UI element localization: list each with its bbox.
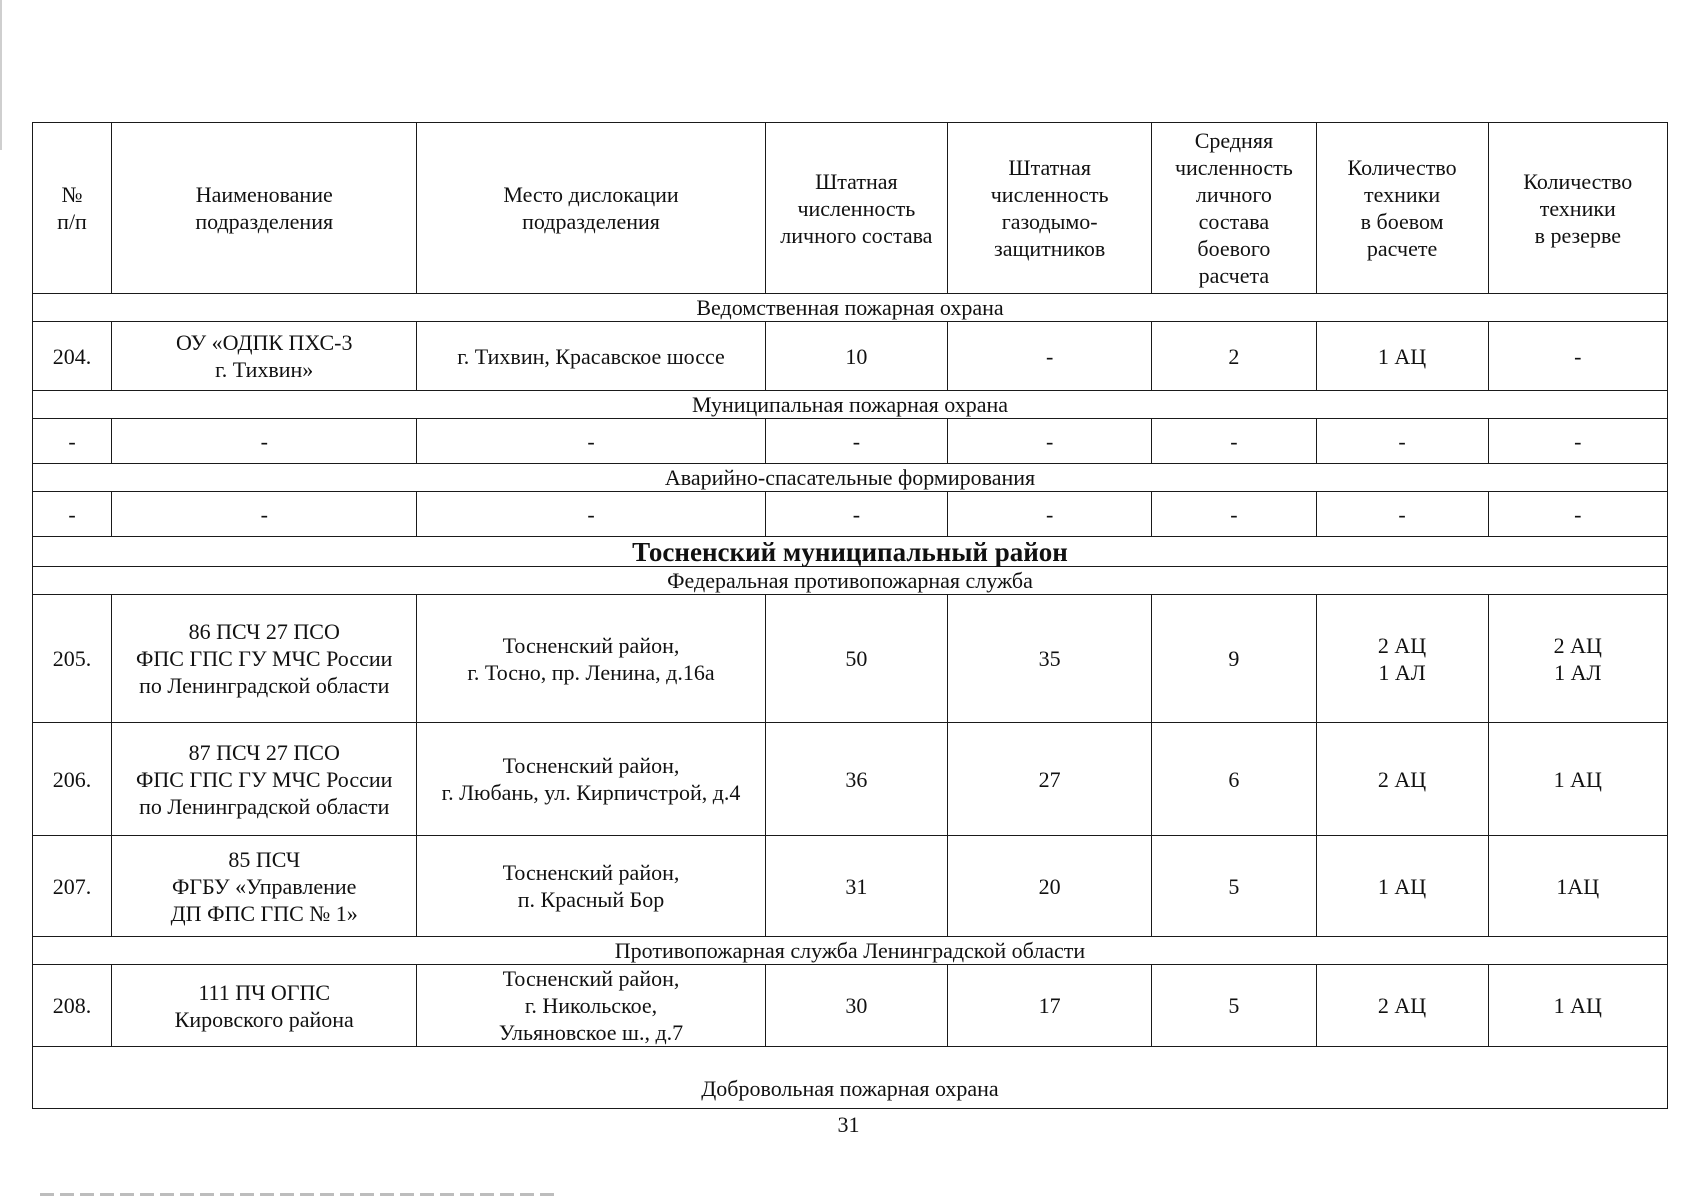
cell-line: ФГБУ «Управление — [172, 873, 357, 899]
cell-avg — [1152, 419, 1316, 464]
cell-reserve — [1488, 595, 1667, 723]
scan-bottom-mark — [40, 1193, 560, 1196]
cell-line: 2 — [1228, 343, 1240, 369]
section-row — [33, 391, 1668, 419]
cell-num — [33, 965, 112, 1047]
cell-combat — [1316, 965, 1488, 1047]
table-row — [33, 836, 1668, 937]
cell-line: защитников — [994, 236, 1106, 261]
cell-line: - — [852, 501, 861, 527]
cell-line: 205. — [52, 646, 92, 671]
cell-line: Количество — [1523, 168, 1633, 194]
header-location — [417, 123, 765, 294]
cell-line: - — [1046, 501, 1054, 527]
cell-location — [417, 723, 765, 836]
cell-line: Штатная — [815, 168, 898, 194]
cell-line: боевого — [1197, 236, 1271, 261]
units-table — [32, 122, 1668, 1109]
header-combat — [1316, 123, 1488, 294]
cell-line: 17 — [1038, 993, 1061, 1018]
cell-line: - — [852, 428, 861, 454]
cell-name — [112, 322, 417, 391]
section-row — [33, 937, 1668, 965]
cell-line: 86 ПСЧ 27 ПСО — [188, 619, 340, 644]
cell-line: 5 — [1228, 993, 1240, 1018]
cell-gas — [948, 322, 1152, 391]
cell-line: 36 — [845, 766, 868, 792]
cell-line: 1 АЦ — [1553, 993, 1602, 1018]
cell-combat — [1316, 723, 1488, 836]
cell-line: 5 — [1228, 873, 1240, 899]
section-row — [33, 294, 1668, 322]
cell-line: - — [1230, 501, 1238, 527]
section-municipal: Муниципальная пожарная охрана — [33, 391, 1668, 419]
cell-avg — [1152, 965, 1316, 1047]
table-header-row — [33, 123, 1668, 294]
cell-line: 206. — [52, 766, 92, 792]
cell-line: 1 АЦ — [1553, 766, 1602, 792]
cell-line: - — [1398, 428, 1406, 454]
cell-line: 10 — [845, 343, 868, 369]
cell-line: в боевом — [1360, 209, 1444, 234]
cell-line: численность — [990, 182, 1109, 207]
cell-location — [417, 965, 765, 1047]
cell-reserve — [1488, 492, 1667, 537]
cell-line: - — [1046, 428, 1054, 454]
cell-reserve — [1488, 965, 1667, 1047]
cell-reserve — [1488, 419, 1667, 464]
cell-line: 207. — [52, 873, 92, 899]
cell-line: Количество — [1347, 155, 1457, 180]
cell-line: - — [260, 501, 268, 527]
cell-line: 1 АЛ — [1378, 659, 1426, 685]
cell-name — [112, 836, 417, 937]
cell-staff — [765, 419, 948, 464]
cell-gas — [948, 965, 1152, 1047]
cell-line: - — [1574, 343, 1582, 369]
cell-line: п. Красный Бор — [517, 887, 665, 912]
cell-line: состава — [1198, 209, 1270, 234]
cell-location — [417, 836, 765, 937]
cell-line: 30 — [845, 993, 868, 1018]
cell-line: 31 — [845, 873, 868, 899]
cell-location — [417, 419, 765, 464]
cell-line: 27 — [1038, 766, 1061, 792]
cell-line: п/п — [57, 209, 87, 234]
section-departmental: Ведомственная пожарная охрана — [33, 294, 1668, 322]
cell-reserve — [1488, 723, 1667, 836]
cell-line: численность — [797, 195, 916, 221]
table-row — [33, 492, 1668, 537]
cell-line: 2 АЦ — [1377, 993, 1427, 1018]
cell-staff — [765, 723, 948, 836]
cell-avg — [1152, 595, 1316, 723]
cell-line: 2 АЦ — [1377, 766, 1427, 792]
table-row — [33, 322, 1668, 391]
cell-staff — [765, 492, 948, 537]
cell-staff — [765, 836, 948, 937]
cell-line: 50 — [845, 646, 868, 671]
district-row — [33, 537, 1668, 567]
cell-line: по Ленинградской области — [139, 793, 390, 819]
cell-line: личного состава — [780, 222, 933, 248]
cell-gas — [948, 595, 1152, 723]
cell-line: - — [68, 501, 76, 527]
cell-line: Тосненский район, — [502, 966, 680, 991]
cell-avg — [1152, 836, 1316, 937]
cell-line: 1 АЦ — [1377, 343, 1427, 369]
cell-num — [33, 836, 112, 937]
cell-line: Тосненский район, — [502, 753, 680, 778]
cell-line: Средняя — [1194, 128, 1274, 153]
cell-line: - — [1398, 501, 1406, 527]
cell-line: Кировского района — [174, 1006, 354, 1032]
cell-avg — [1152, 492, 1316, 537]
cell-name — [112, 723, 417, 836]
cell-line: 208. — [52, 993, 92, 1018]
cell-line: подразделения — [195, 209, 334, 234]
cell-combat — [1316, 492, 1488, 537]
cell-num — [33, 595, 112, 723]
cell-line: ФПС ГПС ГУ МЧС России — [136, 766, 393, 792]
cell-line: - — [1230, 428, 1238, 454]
table-row — [33, 965, 1668, 1047]
cell-location — [417, 595, 765, 723]
cell-gas — [948, 836, 1152, 937]
cell-line: техники — [1364, 182, 1441, 207]
cell-line: 1 АЛ — [1554, 659, 1602, 685]
section-rescue: Аварийно-спасательные формирования — [33, 464, 1668, 492]
cell-line: 111 ПЧ ОГПС — [198, 979, 331, 1005]
cell-combat — [1316, 836, 1488, 937]
section-row — [33, 567, 1668, 595]
section-row — [33, 464, 1668, 492]
section-regional: Противопожарная служба Ленинградской области — [33, 937, 1668, 965]
cell-gas — [948, 419, 1152, 464]
header-num — [33, 123, 112, 294]
cell-line: - — [68, 428, 76, 454]
cell-name — [112, 492, 417, 537]
cell-staff — [765, 322, 948, 391]
district-title: Тосненский муниципальный район — [33, 537, 1668, 567]
cell-staff — [765, 965, 948, 1047]
table-row — [33, 419, 1668, 464]
cell-line: Тосненский район, — [502, 632, 680, 658]
table-row — [33, 595, 1668, 723]
cell-line: 85 ПСЧ — [228, 846, 301, 872]
cell-line: в резерве — [1534, 222, 1621, 248]
cell-line: № — [61, 182, 83, 207]
header-gas — [948, 123, 1152, 294]
cell-line: - — [260, 428, 268, 454]
cell-staff — [765, 595, 948, 723]
cell-reserve — [1488, 836, 1667, 937]
cell-line: по Ленинградской области — [139, 673, 390, 698]
cell-line: ОУ «ОДПК ПХС-3 — [175, 330, 353, 355]
cell-gas — [948, 492, 1152, 537]
cell-line: 1 АЦ — [1377, 873, 1427, 899]
cell-line: Место дислокации — [503, 182, 679, 207]
cell-line: 204. — [52, 343, 92, 369]
page-number: 31 — [837, 1112, 860, 1137]
cell-line: техники — [1539, 195, 1616, 221]
cell-line: Тосненский район, — [502, 860, 680, 885]
cell-line: г. Тосно, пр. Ленина, д.16а — [467, 659, 715, 685]
cell-line: Ульяновское ш., д.7 — [498, 1020, 684, 1045]
section-volunteer: Добровольная пожарная охрана — [33, 1047, 1668, 1109]
cell-line: ДП ФПС ГПС № 1» — [170, 900, 358, 926]
cell-line: - — [1046, 343, 1054, 369]
cell-name — [112, 595, 417, 723]
cell-name — [112, 419, 417, 464]
cell-num — [33, 419, 112, 464]
cell-location — [417, 322, 765, 391]
cell-line: расчета — [1198, 263, 1270, 288]
cell-line: - — [1574, 428, 1582, 454]
cell-line: г. Тихвин, Красавское шоссе — [457, 343, 725, 369]
cell-line: - — [587, 501, 595, 527]
cell-line: 20 — [1038, 873, 1061, 899]
cell-line: ФПС ГПС ГУ МЧС России — [136, 646, 393, 671]
cell-gas — [948, 723, 1152, 836]
cell-line: численность — [1174, 155, 1293, 180]
header-staff — [765, 123, 948, 294]
cell-line: г. Любань, ул. Кирпичстрой, д.4 — [441, 780, 741, 805]
cell-combat — [1316, 322, 1488, 391]
cell-line: расчете — [1366, 236, 1438, 261]
cell-line: 6 — [1228, 766, 1240, 792]
cell-line: личного — [1195, 182, 1272, 207]
cell-line: 35 — [1038, 646, 1061, 671]
cell-location — [417, 492, 765, 537]
cell-combat — [1316, 419, 1488, 464]
cell-line: газодымо- — [1001, 209, 1098, 234]
cell-line: г. Тихвин» — [215, 357, 314, 382]
cell-combat — [1316, 595, 1488, 723]
cell-line: Наименование — [195, 182, 333, 207]
cell-line: - — [1574, 501, 1582, 527]
cell-name — [112, 965, 417, 1047]
cell-line: подразделения — [522, 209, 660, 234]
table-row — [33, 723, 1668, 836]
cell-num — [33, 322, 112, 391]
cell-num — [33, 492, 112, 537]
cell-line: 1АЦ — [1556, 873, 1600, 899]
section-federal: Федеральная противопожарная служба — [33, 567, 1668, 595]
cell-num — [33, 723, 112, 836]
header-reserve — [1488, 123, 1667, 294]
cell-line: г. Никольское, — [524, 993, 658, 1018]
cell-line: 2 АЦ — [1377, 632, 1427, 658]
cell-reserve — [1488, 322, 1667, 391]
cell-avg — [1152, 322, 1316, 391]
scan-edge-mark — [0, 0, 2, 150]
cell-line: Штатная — [1008, 155, 1091, 180]
cell-avg — [1152, 723, 1316, 836]
section-row — [33, 1047, 1668, 1109]
cell-line: - — [587, 428, 595, 454]
cell-line: 2 АЦ — [1553, 632, 1602, 658]
header-avg — [1152, 123, 1316, 294]
cell-line: 87 ПСЧ 27 ПСО — [188, 739, 340, 765]
cell-line: 9 — [1228, 646, 1240, 671]
header-name — [112, 123, 417, 294]
